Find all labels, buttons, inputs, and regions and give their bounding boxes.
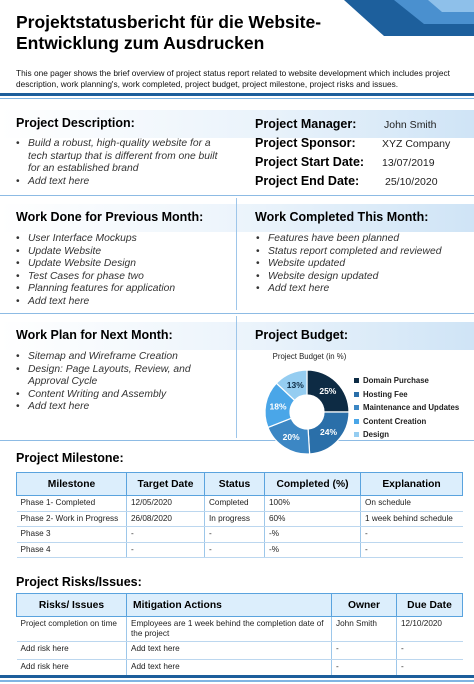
legend-item <box>354 376 459 390</box>
list-item: • Design: Page Layouts, Review, and Approval Cycle <box>16 364 221 389</box>
list-item: • Website updated <box>256 258 466 271</box>
budget-donut-chart <box>259 364 359 456</box>
table-cell: Add text here <box>127 660 332 678</box>
bottom-divider <box>0 675 474 678</box>
legend-item <box>354 403 459 417</box>
table-cell: - <box>205 542 265 558</box>
work-completed-heading: Work Completed This Month: <box>255 210 429 224</box>
table-cell: 12/10/2020 <box>397 617 463 642</box>
project-end-value: 25/10/2020 <box>385 176 438 188</box>
work-plan-next-heading: Work Plan for Next Month: <box>16 328 173 342</box>
budget-chart <box>252 352 467 452</box>
page-title: Projektstatusbericht für die Website- Entwicklung zum Ausdrucken <box>16 12 322 53</box>
table-cell: Phase 1- Completed <box>17 496 127 512</box>
list-item: • Sitemap and Wireframe Creation <box>16 351 221 364</box>
top-divider <box>0 93 474 96</box>
work-completed-list <box>256 233 466 296</box>
table-row <box>17 496 463 512</box>
list-item: • Add text here <box>16 401 221 414</box>
table-cell: - <box>205 527 265 543</box>
table-row <box>17 542 463 558</box>
table-row <box>17 511 463 527</box>
table-cell: - <box>127 527 205 543</box>
list-item: • Build a robust, high-quality website for a tech startup that is different from one built for an established brand <box>16 138 221 176</box>
project-budget-heading: Project Budget: <box>255 328 349 342</box>
project-start-label: Project Start Date: <box>255 155 365 169</box>
list-item: • Add text here <box>16 296 231 309</box>
section-divider <box>0 195 474 196</box>
donut-data-label: 20% <box>282 431 300 442</box>
table-cell: - <box>127 542 205 558</box>
column-header: Completed (%) <box>265 473 361 496</box>
bottom-divider-thin <box>0 680 474 682</box>
section-divider <box>0 313 474 314</box>
table-header-row <box>17 473 463 496</box>
table-row <box>17 527 463 543</box>
project-milestone-heading: Project Milestone: <box>16 451 124 465</box>
table-cell: - <box>361 527 463 543</box>
column-header: Risks/ Issues <box>17 594 127 617</box>
list-item: • Website design updated <box>256 271 466 284</box>
list-item: • User Interface Mockups <box>16 233 231 246</box>
table-cell: - <box>332 660 397 678</box>
list-item: • Features have been planned <box>256 233 466 246</box>
work-done-previous-heading: Work Done for Previous Month: <box>16 210 204 224</box>
legend-item <box>354 417 459 431</box>
table-cell: - <box>361 542 463 558</box>
work-done-previous-list <box>16 233 231 309</box>
table-cell: 12/05/2020 <box>127 496 205 512</box>
table-cell: - <box>397 642 463 660</box>
donut-data-label: 25% <box>319 386 337 397</box>
table-cell: 26/08/2020 <box>127 511 205 527</box>
table-header-row <box>17 594 463 617</box>
list-item: • Test Cases for phase two <box>16 271 231 284</box>
table-cell: John Smith <box>332 617 397 642</box>
project-risks-heading: Project Risks/Issues: <box>16 575 142 589</box>
column-header: Owner <box>332 594 397 617</box>
list-item: • Update Website <box>16 246 231 259</box>
intro-text: This one pager shows the brief overview of project status report related to website development which includes project description, work planning's, work completed, project budget, project milestone, project risks and issues. <box>16 68 450 89</box>
column-header: Explanation <box>361 473 463 496</box>
list-item: • Status report completed and reviewed <box>256 246 466 259</box>
table-cell: Phase 2- Work in Progress <box>17 511 127 527</box>
legend-swatch <box>354 378 359 383</box>
list-item: • Update Website Design <box>16 258 231 271</box>
donut-data-label: 18% <box>269 401 287 412</box>
table-cell: On schedule <box>361 496 463 512</box>
table-row <box>17 642 463 660</box>
table-cell: 100% <box>265 496 361 512</box>
table-cell: 1 week behind schedule <box>361 511 463 527</box>
column-header: Due Date <box>397 594 463 617</box>
project-end-label: Project End Date: <box>255 174 360 188</box>
legend-swatch <box>354 432 359 437</box>
legend-item <box>354 430 459 444</box>
table-row <box>17 617 463 642</box>
project-start-value: 13/07/2019 <box>382 157 435 169</box>
table-cell: - <box>332 642 397 660</box>
legend-swatch <box>354 392 359 397</box>
milestone-table <box>16 472 463 558</box>
table-cell: - <box>397 660 463 678</box>
table-cell: 60% <box>265 511 361 527</box>
legend-label: Domain Purchase <box>363 376 429 385</box>
legend-label: Content Creation <box>363 416 427 426</box>
table-cell: -% <box>265 527 361 543</box>
project-sponsor-label: Project Sponsor: <box>255 136 356 150</box>
project-description-list <box>16 138 221 188</box>
project-manager-label: Project Manager: <box>255 117 357 131</box>
project-manager-value: John Smith <box>384 119 437 131</box>
column-divider <box>236 316 237 438</box>
legend-label: Design <box>363 430 389 440</box>
column-header: Mitigation Actions <box>127 594 332 617</box>
list-item: • Add text here <box>256 283 466 296</box>
column-header: Target Date <box>127 473 205 496</box>
table-cell: Project completion on time <box>17 617 127 642</box>
work-plan-next-list <box>16 351 221 414</box>
table-cell: Phase 4 <box>17 542 127 558</box>
column-header: Status <box>205 473 265 496</box>
table-cell: Completed <box>205 496 265 512</box>
project-sponsor-value: XYZ Company <box>382 138 451 150</box>
list-item: • Planning features for application <box>16 283 231 296</box>
legend-item <box>354 390 459 404</box>
chart-title: Project Budget (in %) <box>272 352 347 361</box>
table-cell: -% <box>265 542 361 558</box>
legend-swatch <box>354 405 359 410</box>
table-cell: Add risk here <box>17 642 127 660</box>
table-cell: Employees are 1 week behind the completion date of the project <box>127 617 332 642</box>
legend-swatch <box>354 419 359 424</box>
list-item: • Add text here <box>16 176 221 189</box>
table-cell: Add risk here <box>17 660 127 678</box>
donut-data-label: 13% <box>286 379 304 390</box>
project-description-heading: Project Description: <box>16 116 135 130</box>
table-cell: In progress <box>205 511 265 527</box>
table-cell: Add text here <box>127 642 332 660</box>
list-item: • Content Writing and Assembly <box>16 389 221 402</box>
legend-label: Maintenance and Updates <box>363 403 460 413</box>
table-cell: Phase 3 <box>17 527 127 543</box>
column-header: Milestone <box>17 473 127 496</box>
chart-legend <box>354 376 459 444</box>
column-divider <box>236 198 237 310</box>
donut-data-label: 24% <box>319 427 338 438</box>
top-divider-thin <box>0 98 474 99</box>
risks-table <box>16 593 463 678</box>
legend-label: Hosting Fee <box>363 389 408 399</box>
